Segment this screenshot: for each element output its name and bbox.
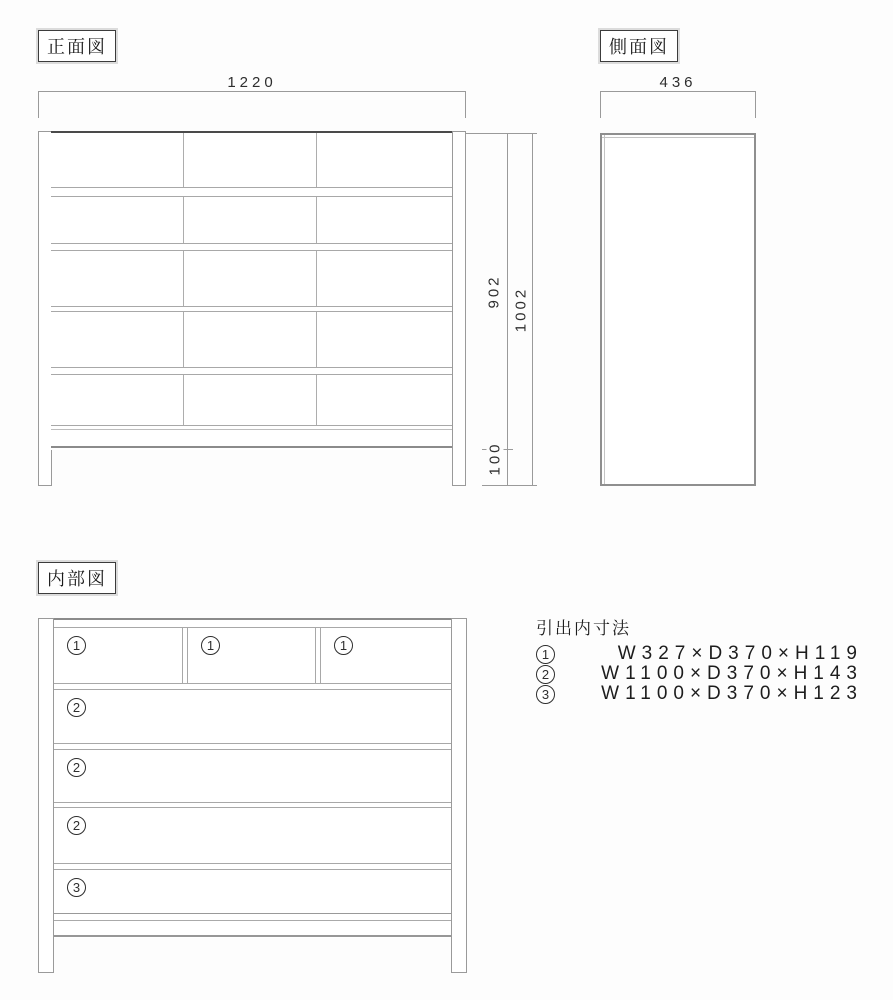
drawer-number-badge [67, 636, 86, 655]
internal-top-panel [54, 618, 451, 628]
front-left-leg [38, 131, 52, 486]
drawer-number-badge [334, 636, 353, 655]
drawer-number-badge [67, 816, 86, 835]
front-right-leg [452, 131, 466, 486]
side-view-title: 側面図 [600, 30, 678, 62]
drawer-number-badge [67, 698, 86, 717]
drawer-front-divider [316, 251, 317, 306]
front-base-height-label: 100 [487, 438, 504, 480]
internal-drawer-1c [321, 628, 451, 655]
horizontal-rail [54, 683, 451, 690]
front-cabinet-body [51, 131, 452, 450]
side-view-outline [600, 133, 756, 486]
side-width-dimension [600, 74, 756, 119]
drawer-number: 3 [541, 686, 550, 702]
horizontal-rail [51, 187, 452, 197]
extension-line [465, 91, 466, 118]
drawer-spec-dimensions: W1100×D370×H143 [601, 663, 863, 684]
front-drawer-row-1 [51, 133, 452, 187]
drawer-number: 3 [72, 880, 81, 895]
internal-drawer-row-4 [54, 808, 451, 863]
drawer-front-divider [316, 375, 317, 425]
front-bottom-rail-line [51, 426, 452, 430]
drawer-number-badge [536, 685, 555, 704]
internal-left-leg [38, 618, 54, 973]
drawer-number: 2 [72, 760, 81, 775]
side-width-dimension-label: 436 [659, 74, 697, 91]
drawer-spec-title: 引出内寸法 [536, 619, 631, 638]
drawer-front-divider [183, 312, 184, 367]
drawer-number: 1 [206, 638, 215, 653]
drawer-number-badge [201, 636, 220, 655]
side-view-top-edge-line [602, 135, 754, 138]
front-bottom-rail [51, 425, 452, 448]
internal-base-rail [54, 921, 451, 937]
drawer-number: 1 [541, 646, 550, 662]
drawer-number-badge [67, 758, 86, 777]
drawer-spec-line-2 [536, 664, 863, 684]
internal-drawer-1a [54, 628, 182, 655]
internal-drawer-row-2 [54, 690, 451, 743]
front-drawer-row-2 [51, 197, 452, 243]
dimension-line-1002 [532, 133, 533, 486]
internal-drawer-1b [188, 628, 315, 655]
dimension-line-902 [507, 133, 508, 450]
internal-right-leg [451, 618, 467, 973]
internal-cabinet-body [54, 618, 451, 938]
drawer-number: 2 [72, 700, 81, 715]
dimension-line [600, 91, 756, 92]
front-total-height-label: 1002 [513, 281, 530, 339]
horizontal-rail [51, 367, 452, 375]
drawer-spec-dimensions: W1100×D370×H123 [601, 683, 863, 704]
front-body-height-label: 902 [486, 269, 503, 315]
drawer-spec-block [536, 618, 863, 704]
internal-drawer-row-3 [54, 750, 451, 802]
horizontal-rail [51, 243, 452, 251]
extension-line [600, 91, 601, 118]
drawer-spec-line-3 [536, 684, 863, 704]
drawer-front-divider [183, 375, 184, 425]
drawer-spec-line-1 [536, 644, 863, 664]
internal-bottom-rail [54, 913, 451, 921]
drawer-number: 2 [72, 818, 81, 833]
extension-line [755, 91, 756, 118]
drawer-front-divider [316, 312, 317, 367]
internal-drawer-row-5 [54, 870, 451, 913]
dimension-line-100 [507, 450, 508, 486]
drawer-spec-dimensions: W327×D370×H119 [617, 643, 863, 664]
drawer-front-divider [316, 197, 317, 243]
drawer-front-divider [183, 133, 184, 187]
side-view-left-edge-line [602, 135, 605, 484]
extension-line [482, 485, 537, 486]
internal-drawer-row-1 [54, 628, 451, 683]
extension-line [38, 91, 39, 118]
dimension-line [38, 91, 466, 92]
drawer-front-divider [316, 133, 317, 187]
drawer-number-badge [67, 878, 86, 897]
drawer-number: 2 [541, 666, 550, 682]
front-drawer-row-5 [51, 375, 452, 425]
drawer-number: 1 [339, 638, 348, 653]
drawer-number-badge [536, 645, 555, 664]
internal-view-title: 内部図 [38, 562, 116, 594]
drawer-number-badge [536, 665, 555, 684]
drawer-front-divider [183, 251, 184, 306]
front-drawer-row-3 [51, 251, 452, 306]
extension-line [466, 133, 537, 134]
horizontal-rail [54, 743, 451, 750]
front-width-dimension-label: 1220 [227, 74, 277, 91]
drawer-number: 1 [72, 638, 81, 653]
front-view-title: 正面図 [38, 30, 116, 62]
drawer-front-divider [183, 197, 184, 243]
front-width-dimension [38, 74, 466, 119]
front-drawer-row-4 [51, 312, 452, 367]
horizontal-rail [54, 863, 451, 870]
